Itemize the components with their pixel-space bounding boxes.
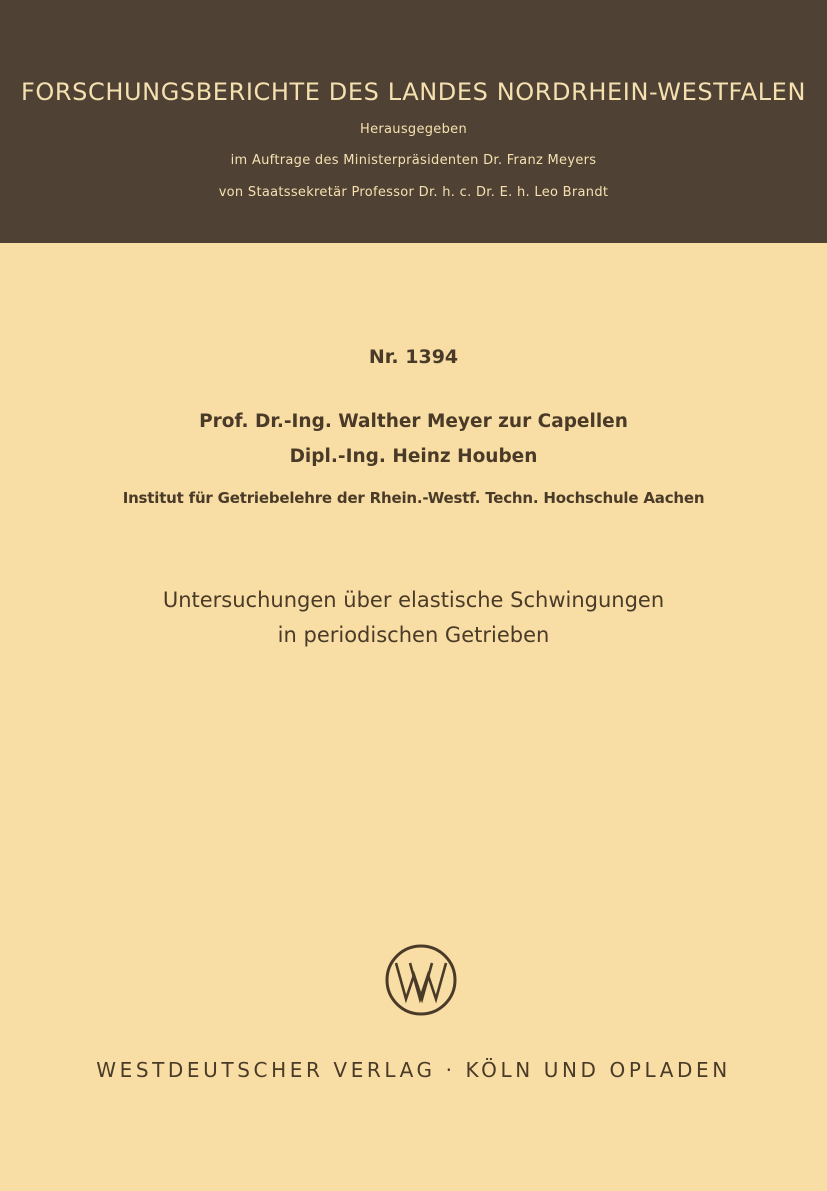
header-band [0,0,827,243]
title-line-2: in periodischen Getrieben [277,623,550,647]
author-1: Prof. Dr.-Ing. Walther Meyer zur Capellen [199,411,628,432]
author-2: Dipl.-Ing. Heinz Houben [289,446,538,467]
editor-line-2: im Auftrage des Ministerpräsidenten Dr. Franz Meyers [230,153,597,168]
series-title: FORSCHUNGSBERICHTE DES LANDES NORDRHEIN-WESTFALEN [20,78,806,106]
editor-line-3: von Staatssekretär Professor Dr. h. c. Dr. E. h. Leo Brandt [218,185,609,200]
publisher-imprint: WESTDEUTSCHER VERLAG · KÖLN UND OPLADEN [96,1058,731,1082]
title-line-1: Untersuchungen über elastische Schwingungen [162,588,665,612]
report-number: Nr. 1394 [368,346,459,368]
wv-monogram-icon [384,943,458,1017]
institute: Institut für Getriebelehre der Rhein.-Westf. Techn. Hochschule Aachen [122,489,705,507]
editor-line-1: Herausgegeben [360,122,467,137]
